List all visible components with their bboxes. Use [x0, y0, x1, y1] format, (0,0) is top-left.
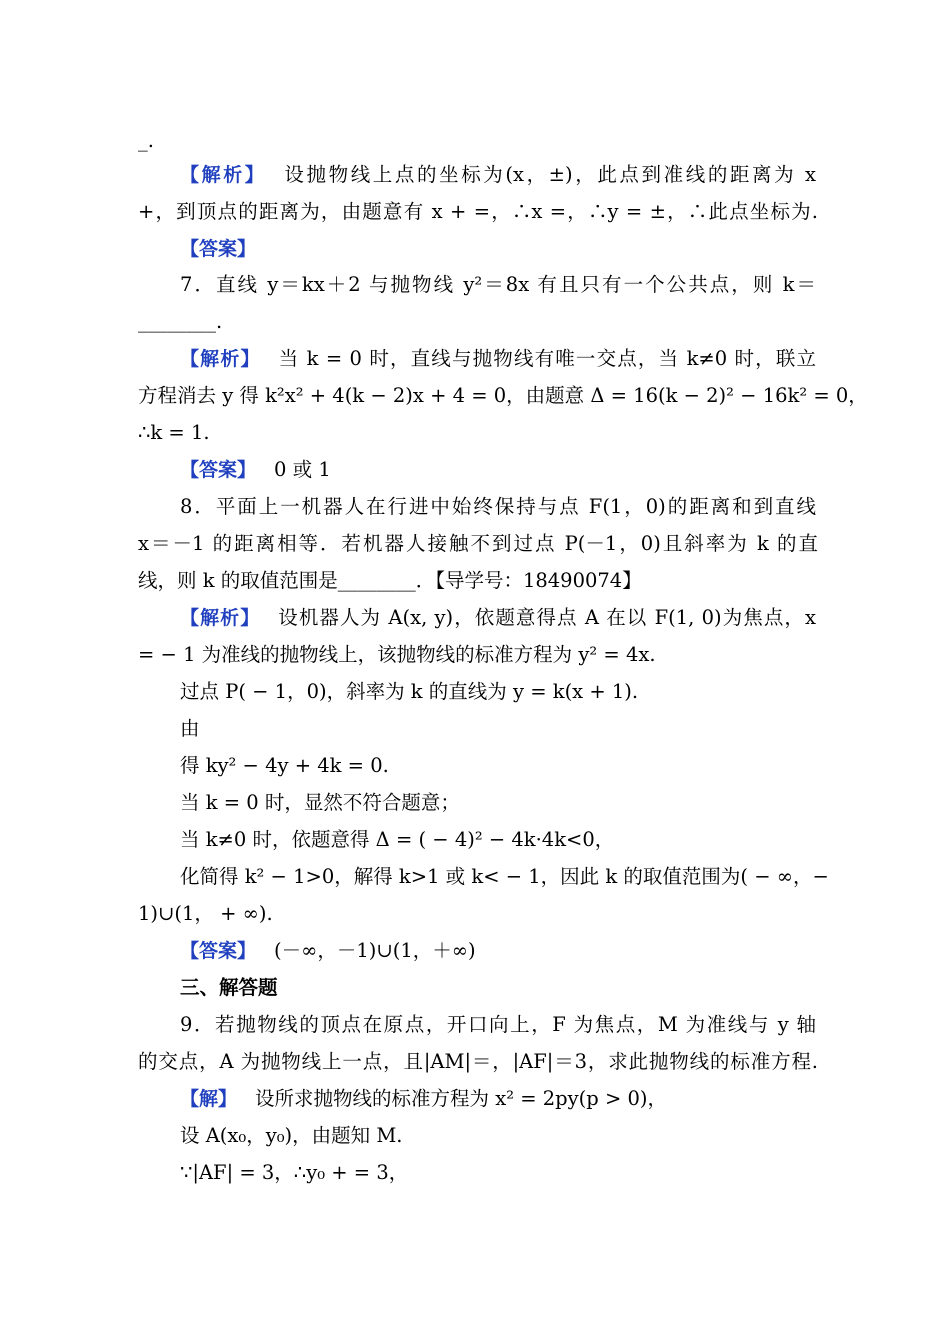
line-9: 【答案】 0 或 1 — [180, 458, 331, 481]
line-16: 由 — [180, 717, 200, 740]
answer-tag: 【答案】 — [180, 459, 257, 481]
line-1: 【解析】 设抛物线上点的坐标为(x，±)，此点到准线的距离为 x — [180, 163, 816, 186]
analysis-tag: 【解析】 — [180, 607, 261, 629]
line-15: 过点 P( − 1，0)，斜率为 k 的直线为 y = k(x + 1). — [180, 680, 639, 703]
line-19: 当 k≠0 时，依题意得 Δ = ( − 4)² − 4k·4k<0， — [180, 828, 615, 851]
analysis-tag: 【解析】 — [180, 164, 267, 186]
line-22: 【答案】 (－∞，－1)∪(1，＋∞) — [180, 939, 476, 962]
line-0: _. — [138, 129, 154, 152]
line-26: 【解】 设所求抛物线的标准方程为 x² = 2py(p > 0)， — [180, 1087, 668, 1110]
line-5: ________. — [138, 310, 223, 333]
line-20: 化简得 k² − 1>0，解得 k>1 或 k< − 1，因此 k 的取值范围为( − ∞，− — [180, 865, 829, 888]
line-10: 8．平面上一机器人在行进中始终保持与点 F(1，0)的距离和到直线 — [180, 495, 816, 518]
line-21: 1)∪(1， + ∞). — [138, 902, 273, 925]
line-24: 9．若抛物线的顶点在原点，开口向上，F 为焦点，M 为准线与 y 轴 — [180, 1013, 816, 1036]
line-3 — [180, 236, 860, 262]
answer-tag: 【答案】 — [180, 940, 257, 962]
line-25: 的交点，A 为抛物线上一点，且|AM|＝，|AF|＝3，求此抛物线的标准方程. — [138, 1050, 818, 1073]
line-8: ∴k = 1. — [138, 421, 210, 444]
line-11: x＝－1 的距离相等．若机器人接触不到过点 P(－1，0)且斜率为 k 的直 — [138, 532, 818, 555]
answer-tag: 【答案】 — [180, 238, 257, 260]
line-6: 【解析】 当 k = 0 时，直线与抛物线有唯一交点，当 k≠0 时，联立 — [180, 347, 816, 370]
line-17: 得 ky² − 4y + 4k = 0. — [180, 754, 389, 777]
line-14: = − 1 为准线的抛物线上，该抛物线的标准方程为 y² = 4x. — [138, 643, 656, 666]
analysis-tag: 【解析】 — [180, 348, 261, 370]
line-4: 7．直线 y＝kx＋2 与抛物线 y²＝8x 有且只有一个公共点，则 k＝ — [180, 273, 816, 296]
section-heading: 三、解答题 — [180, 976, 278, 999]
line-13: 【解析】 设机器人为 A(x, y)，依题意得点 A 在以 F(1, 0)为焦点，x — [180, 606, 816, 629]
line-2: +，到顶点的距离为，由题意有 x + =，∴x =，∴y = ±，∴此点坐标为. — [138, 200, 818, 223]
solution-tag: 【解】 — [180, 1088, 238, 1110]
line-28: ∵|AF| = 3，∴y₀ + = 3， — [180, 1161, 409, 1184]
line-12: 线，则 k 的取值范围是________．【导学号：18490074】 — [138, 569, 642, 592]
line-18: 当 k = 0 时，显然不符合题意； — [180, 791, 460, 814]
line-27: 设 A(x₀，y₀)，由题知 M. — [180, 1124, 403, 1147]
line-7: 方程消去 y 得 k²x² + 4(k − 2)x + 4 = 0，由题意 Δ = 16(k − 2)² − 16k² = 0， — [138, 384, 868, 407]
